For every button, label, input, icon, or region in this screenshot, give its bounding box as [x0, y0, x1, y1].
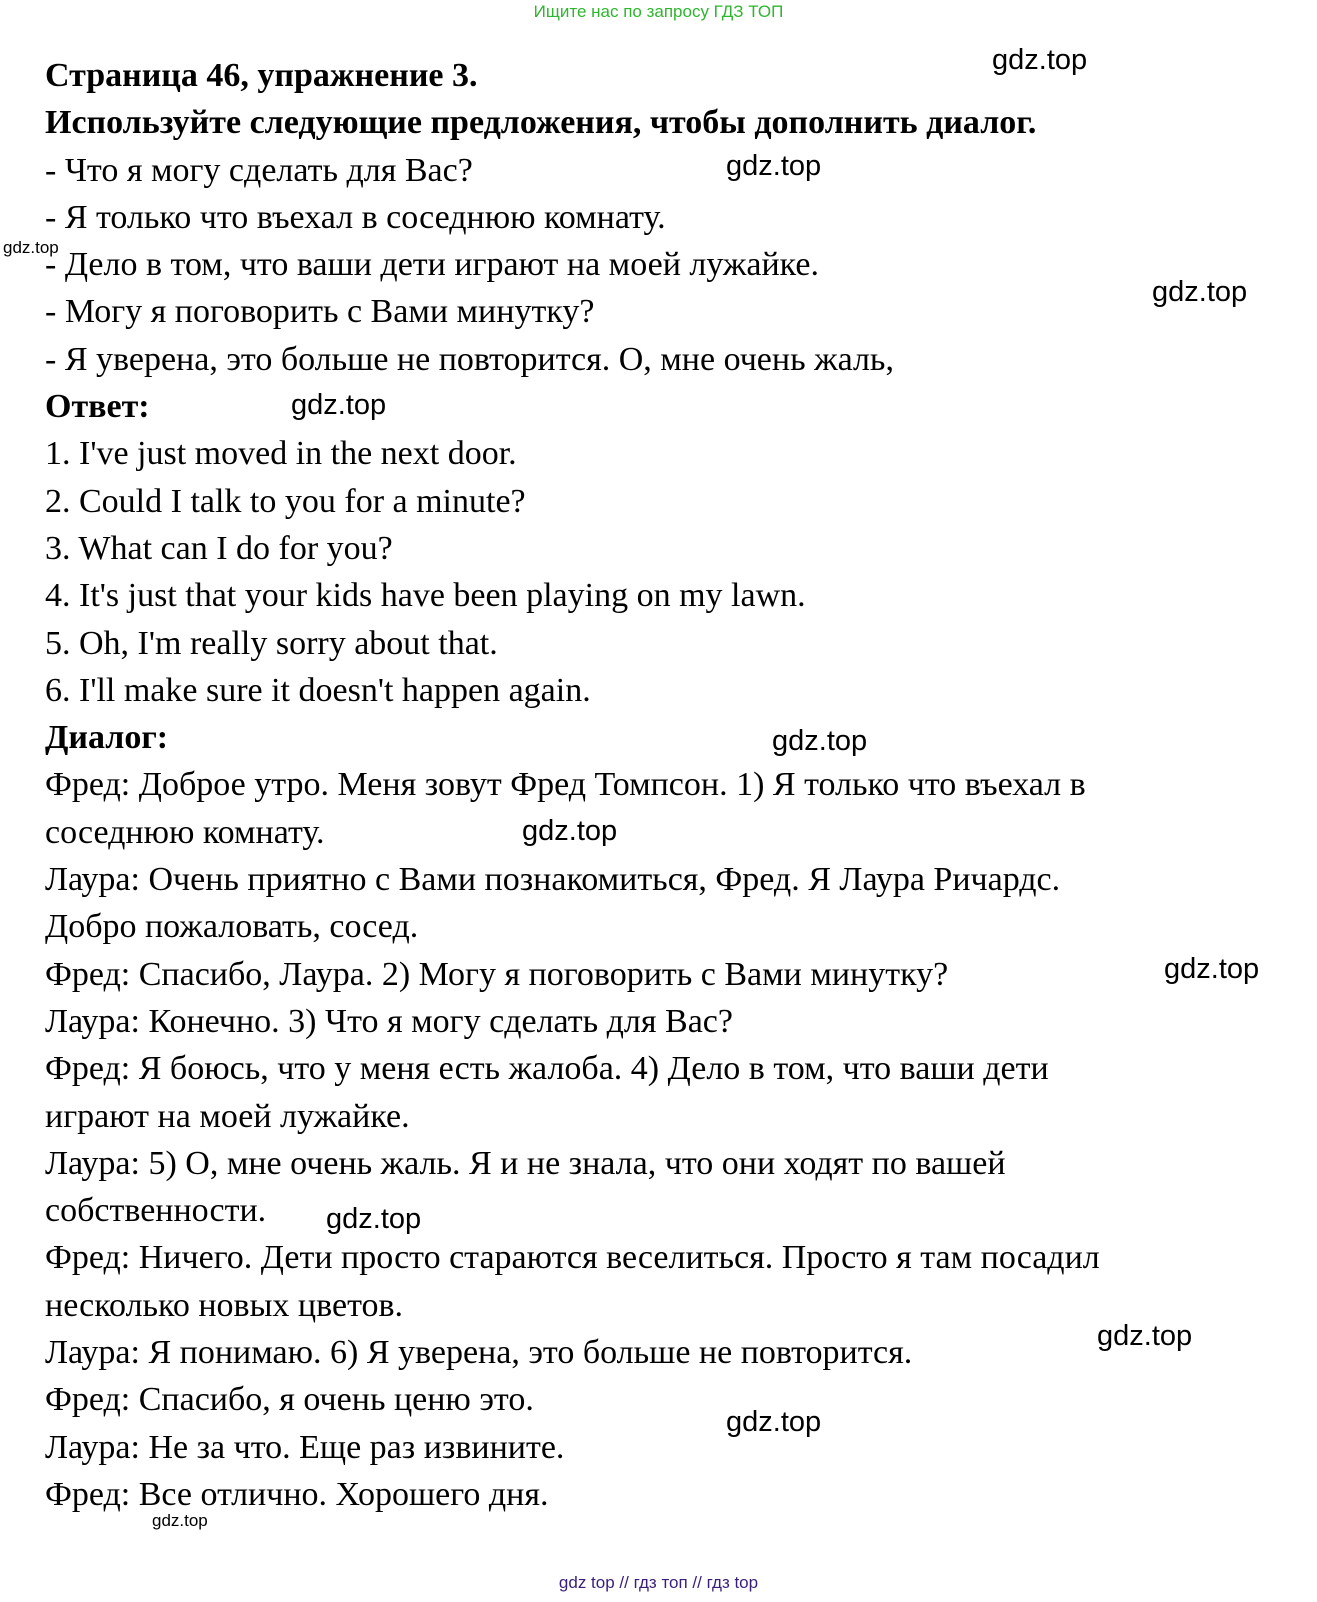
dialog-line: Лаура: Очень приятно с Вами познакомиться, Фред. Я Лаура Ричардс. [45, 861, 1061, 899]
sentence-item: - Что я могу сделать для Вас? [45, 151, 473, 189]
answer-item: 3. What can I do for you? [45, 529, 393, 567]
dialog-line: Фред: Доброе утро. Меня зовут Фред Томпсон. 1) Я только что въехал в [45, 766, 1086, 804]
answer-label: Ответ: [45, 388, 150, 426]
answer-item: 5. Oh, I'm really sorry about that. [45, 624, 498, 662]
dialog-line: Фред: Все отлично. Хорошего дня. [45, 1475, 549, 1513]
footer-links: gdz top // гдз топ // гдз top [558, 1573, 759, 1592]
top-banner: Ищите нас по запросу ГДЗ ТОП [533, 2, 784, 21]
dialog-line: соседнюю комнату. [45, 813, 325, 851]
watermark: gdz.top [1097, 1320, 1193, 1352]
answer-item: 6. I'll make sure it doesn't happen again. [45, 671, 591, 709]
dialog-line: несколько новых цветов. [45, 1286, 404, 1324]
dialog-line: Фред: Спасибо, я очень ценю это. [45, 1381, 534, 1419]
exercise-content [45, 52, 1295, 1518]
answer-item: 4. It's just that your kids have been playing on my lawn. [45, 577, 806, 615]
dialog-line: Добро пожаловать, сосед. [45, 908, 419, 946]
dialog-list [45, 761, 1295, 1518]
watermark: gdz.top [992, 44, 1088, 76]
watermark: gdz.top [726, 1406, 822, 1438]
dialog-line: Лаура: Не за что. Еще раз извините. [45, 1428, 565, 1466]
sentence-list [45, 147, 1295, 383]
dialog-line: Лаура: Конечно. 3) Что я могу сделать для Вас? [45, 1002, 733, 1040]
task-instruction: Используйте следующие предложения, чтобы дополнить диалог. [45, 104, 1037, 142]
watermark: gdz.top [3, 238, 59, 257]
dialog-line: Лаура: Я понимаю. 6) Я уверена, это больше не повторится. [45, 1334, 913, 1372]
watermark: gdz.top [152, 1511, 208, 1530]
answer-item: 2. Could I talk to you for a minute? [45, 482, 526, 520]
dialog-line: Фред: Я боюсь, что у меня есть жалоба. 4) Дело в том, что ваши дети [45, 1050, 1049, 1088]
sentence-item: - Я уверена, это больше не повторится. О, мне очень жаль, [45, 340, 894, 378]
dialog-line: Фред: Спасибо, Лаура. 2) Могу я поговорить с Вами минутку? [45, 955, 949, 993]
watermark: gdz.top [326, 1203, 422, 1235]
dialog-line: собственности. [45, 1192, 267, 1230]
watermark: gdz.top [1164, 953, 1260, 985]
dialog-line: Фред: Ничего. Дети просто стараются веселиться. Просто я там посадил [45, 1239, 1100, 1277]
dialog-line: Лаура: 5) О, мне очень жаль. Я и не знала, что они ходят по вашей [45, 1144, 1006, 1182]
watermark: gdz.top [522, 815, 618, 847]
sentence-item: - Могу я поговорить с Вами минутку? [45, 293, 595, 331]
watermark: gdz.top [1152, 276, 1248, 308]
watermark: gdz.top [291, 389, 387, 421]
page-heading: Страница 46, упражнение 3. [45, 57, 478, 94]
sentence-item: - Дело в том, что ваши дети играют на моей лужайке. [45, 246, 819, 284]
watermark: gdz.top [772, 725, 868, 757]
dialog-label: Диалог: [45, 719, 169, 757]
dialog-line: играют на моей лужайке. [45, 1097, 410, 1135]
watermark: gdz.top [726, 150, 822, 182]
sentence-item: - Я только что въехал в соседнюю комнату. [45, 198, 666, 236]
answer-list [45, 430, 1295, 714]
answer-item: 1. I've just moved in the next door. [45, 435, 517, 473]
